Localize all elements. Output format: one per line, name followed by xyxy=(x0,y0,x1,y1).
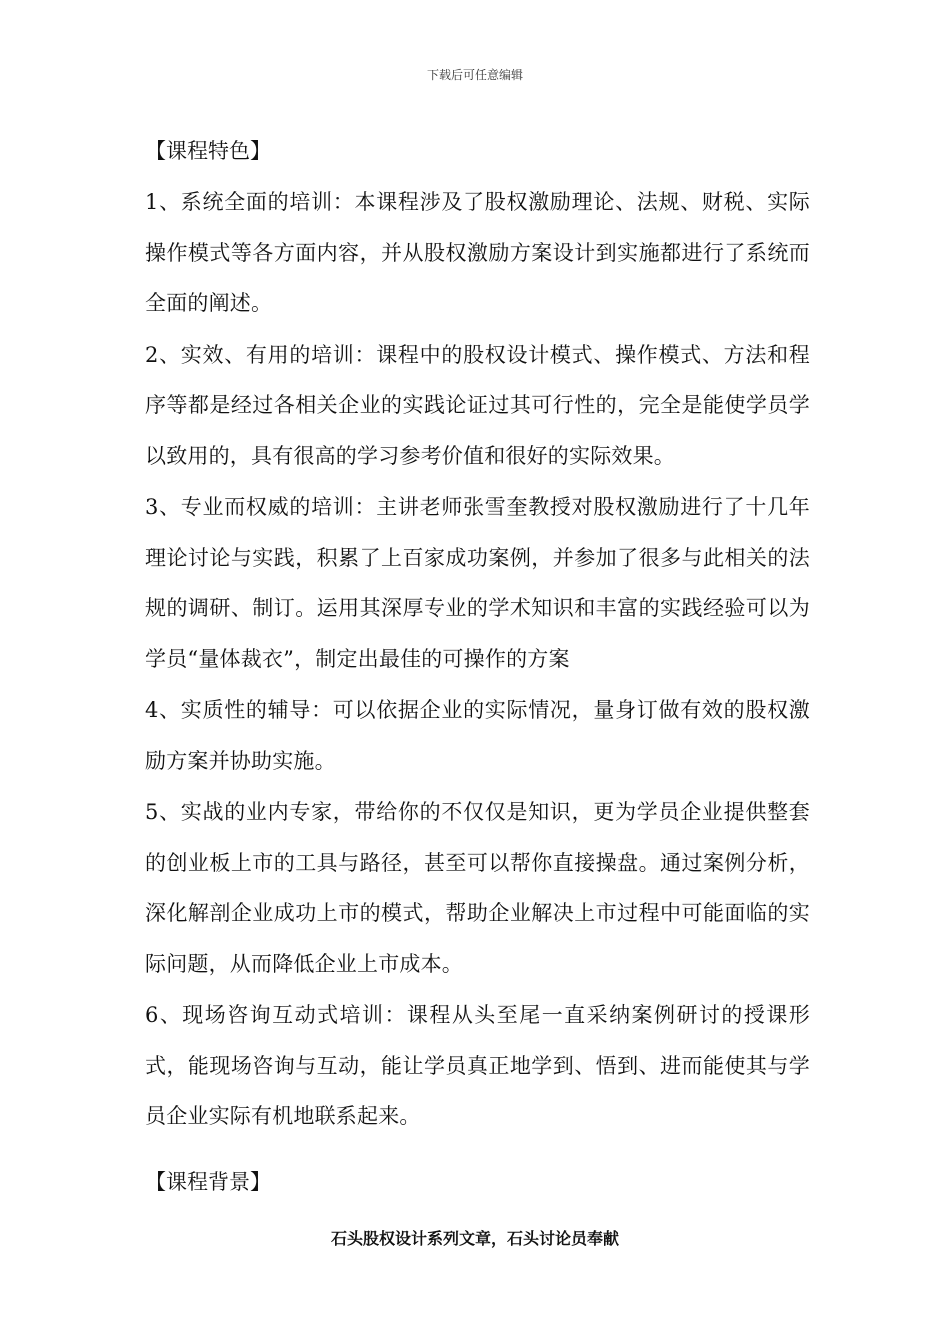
document-body xyxy=(145,127,810,1208)
section-title-features: 【课程特色】 xyxy=(145,139,271,163)
feature-item-4: 4、实质性的辅导：可以依据企业的实际情况，量身订做有效的股权激励方案并协助实施。 xyxy=(145,698,810,773)
section-title-background: 【课程背景】 xyxy=(145,1169,271,1194)
feature-item-2: 2、实效、有用的培训：课程中的股权设计模式、操作模式、方法和程序等都是经过各相关企业的实践论证过其可行性的，完全是能使学员学以致用的，具有很高的学习参考价值和很好的实际效果。 xyxy=(145,342,810,468)
feature-item-6: 6、现场咨询互动式培训：课程从头至尾一直采纳案例研讨的授课形式，能现场咨询与互动，能让学员真正地学到、悟到、进而能使其与学员企业实际有机地联系起来。 xyxy=(145,1003,810,1128)
feature-item-3: 3、专业而权威的培训：主讲老师张雪奎教授对股权激励进行了十几年理论讨论与实践，积累了上百家成功案例，并参加了很多与此相关的法规的调研、制订。运用其深厚专业的学术知识和丰富的实践经验可以为学员“量体裁衣”，制定出最佳的可操作的方案 xyxy=(145,495,810,671)
page-header: 下载后可任意编辑 xyxy=(426,68,523,82)
page-footer: 石头股权设计系列文章，石头讨论员奉献 xyxy=(330,1229,619,1248)
feature-item-5: 5、实战的业内专家，带给你的不仅仅是知识，更为学员企业提供整套的创业板上市的工具与路径，甚至可以帮你直接操盘。通过案例分析，深化解剖企业成功上市的模式，帮助企业解决上市过程中可能面临的实际问题，从而降低企业上市成本。 xyxy=(145,800,810,976)
feature-item-1: 1、系统全面的培训：本课程涉及了股权激励理论、法规、财税、实际操作模式等各方面内容，并从股权激励方案设计到实施都进行了系统而全面的阐述。 xyxy=(145,190,810,315)
